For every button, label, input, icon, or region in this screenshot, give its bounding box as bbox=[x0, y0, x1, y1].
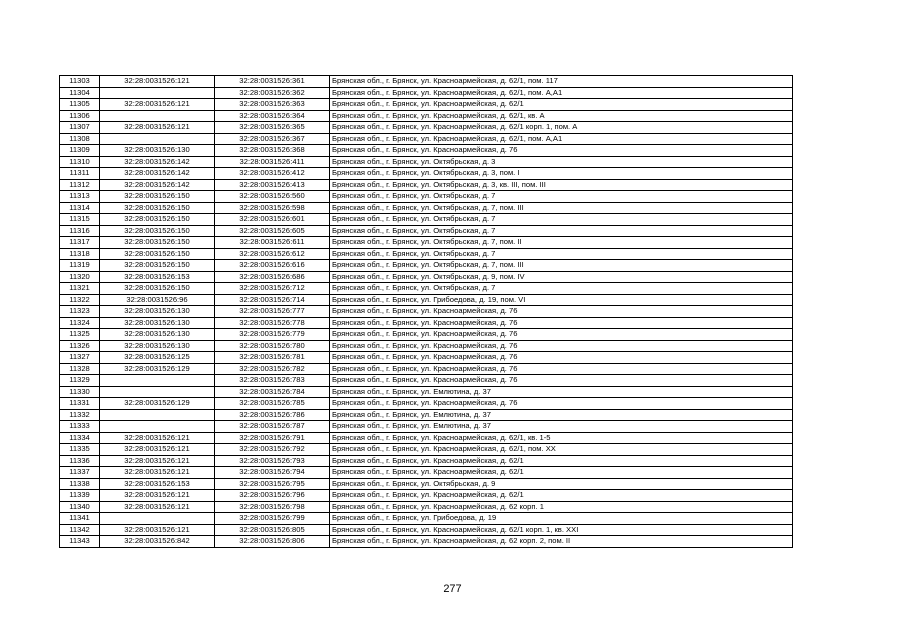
row-number-cell: 11324 bbox=[60, 317, 100, 329]
row-number-cell: 11303 bbox=[60, 76, 100, 88]
row-number-cell: 11317 bbox=[60, 237, 100, 249]
table-row bbox=[60, 214, 793, 226]
parent-cadastral-number-cell: 32:28:0031526:150 bbox=[100, 191, 215, 203]
address-cell: Брянская обл., г. Брянск, ул. Октябрьская, д. 7 bbox=[330, 214, 793, 226]
table-row bbox=[60, 191, 793, 203]
cadastral-number-cell: 32:28:0031526:780 bbox=[215, 340, 330, 352]
row-number-cell: 11305 bbox=[60, 99, 100, 111]
row-number-cell: 11318 bbox=[60, 248, 100, 260]
parent-cadastral-number-cell: 32:28:0031526:96 bbox=[100, 294, 215, 306]
row-number-cell: 11336 bbox=[60, 455, 100, 467]
parent-cadastral-number-cell: 32:28:0031526:142 bbox=[100, 179, 215, 191]
row-number-cell: 11332 bbox=[60, 409, 100, 421]
parent-cadastral-number-cell: 32:28:0031526:121 bbox=[100, 99, 215, 111]
parent-cadastral-number-cell: 32:28:0031526:121 bbox=[100, 444, 215, 456]
parent-cadastral-number-cell bbox=[100, 375, 215, 387]
address-cell: Брянская обл., г. Брянск, ул. Красноармейская, д. 76 bbox=[330, 317, 793, 329]
row-number-cell: 11304 bbox=[60, 87, 100, 99]
address-cell: Брянская обл., г. Брянск, ул. Красноармейская, д. 76 bbox=[330, 398, 793, 410]
address-cell: Брянская обл., г. Брянск, ул. Грибоедова, д. 19, пом. VI bbox=[330, 294, 793, 306]
address-cell: Брянская обл., г. Брянск, ул. Красноармейская, д. 62 корп. 1 bbox=[330, 501, 793, 513]
cadastral-number-cell: 32:28:0031526:712 bbox=[215, 283, 330, 295]
row-number-cell: 11337 bbox=[60, 467, 100, 479]
address-cell: Брянская обл., г. Брянск, ул. Емлютина, д. 37 bbox=[330, 386, 793, 398]
table-row bbox=[60, 271, 793, 283]
address-cell: Брянская обл., г. Брянск, ул. Красноармейская, д. 62/1, пом. 117 bbox=[330, 76, 793, 88]
registry-table bbox=[59, 75, 793, 548]
table-row bbox=[60, 122, 793, 134]
parent-cadastral-number-cell: 32:28:0031526:150 bbox=[100, 260, 215, 272]
parent-cadastral-number-cell: 32:28:0031526:130 bbox=[100, 145, 215, 157]
parent-cadastral-number-cell: 32:28:0031526:142 bbox=[100, 156, 215, 168]
parent-cadastral-number-cell bbox=[100, 421, 215, 433]
table-row bbox=[60, 409, 793, 421]
table-row bbox=[60, 76, 793, 88]
parent-cadastral-number-cell: 32:28:0031526:129 bbox=[100, 363, 215, 375]
row-number-cell: 11330 bbox=[60, 386, 100, 398]
parent-cadastral-number-cell bbox=[100, 409, 215, 421]
address-cell: Брянская обл., г. Брянск, ул. Октябрьская, д. 7 bbox=[330, 225, 793, 237]
parent-cadastral-number-cell: 32:28:0031526:153 bbox=[100, 478, 215, 490]
table-row bbox=[60, 283, 793, 295]
table-row bbox=[60, 386, 793, 398]
row-number-cell: 11310 bbox=[60, 156, 100, 168]
cadastral-number-cell: 32:28:0031526:777 bbox=[215, 306, 330, 318]
table-row bbox=[60, 110, 793, 122]
table-row bbox=[60, 145, 793, 157]
parent-cadastral-number-cell: 32:28:0031526:121 bbox=[100, 501, 215, 513]
table-row bbox=[60, 306, 793, 318]
cadastral-number-cell: 32:28:0031526:783 bbox=[215, 375, 330, 387]
address-cell: Брянская обл., г. Брянск, ул. Емлютина, д. 37 bbox=[330, 409, 793, 421]
row-number-cell: 11328 bbox=[60, 363, 100, 375]
cadastral-number-cell: 32:28:0031526:367 bbox=[215, 133, 330, 145]
parent-cadastral-number-cell: 32:28:0031526:842 bbox=[100, 536, 215, 548]
address-cell: Брянская обл., г. Брянск, ул. Октябрьская, д. 7 bbox=[330, 191, 793, 203]
table-row bbox=[60, 133, 793, 145]
table-row bbox=[60, 179, 793, 191]
address-cell: Брянская обл., г. Брянск, ул. Красноармейская, д. 76 bbox=[330, 329, 793, 341]
table-row bbox=[60, 202, 793, 214]
parent-cadastral-number-cell: 32:28:0031526:150 bbox=[100, 248, 215, 260]
address-cell: Брянская обл., г. Брянск, ул. Красноармейская, д. 62/1, пом. А,А1 bbox=[330, 87, 793, 99]
row-number-cell: 11338 bbox=[60, 478, 100, 490]
row-number-cell: 11314 bbox=[60, 202, 100, 214]
table-row bbox=[60, 260, 793, 272]
table-row bbox=[60, 513, 793, 525]
table-row bbox=[60, 168, 793, 180]
parent-cadastral-number-cell: 32:28:0031526:150 bbox=[100, 225, 215, 237]
cadastral-number-cell: 32:28:0031526:799 bbox=[215, 513, 330, 525]
address-cell: Брянская обл., г. Брянск, ул. Октябрьская, д. 9 bbox=[330, 478, 793, 490]
parent-cadastral-number-cell bbox=[100, 110, 215, 122]
table-row bbox=[60, 455, 793, 467]
cadastral-number-cell: 32:28:0031526:796 bbox=[215, 490, 330, 502]
table-row bbox=[60, 329, 793, 341]
row-number-cell: 11308 bbox=[60, 133, 100, 145]
parent-cadastral-number-cell: 32:28:0031526:130 bbox=[100, 329, 215, 341]
cadastral-number-cell: 32:28:0031526:362 bbox=[215, 87, 330, 99]
parent-cadastral-number-cell bbox=[100, 133, 215, 145]
cadastral-number-cell: 32:28:0031526:363 bbox=[215, 99, 330, 111]
address-cell: Брянская обл., г. Брянск, ул. Грибоедова, д. 19 bbox=[330, 513, 793, 525]
parent-cadastral-number-cell: 32:28:0031526:130 bbox=[100, 340, 215, 352]
address-cell: Брянская обл., г. Брянск, ул. Красноармейская, д. 76 bbox=[330, 352, 793, 364]
address-cell: Брянская обл., г. Брянск, ул. Красноармейская, д. 62/1 корп. 1, кв. XXI bbox=[330, 524, 793, 536]
row-number-cell: 11320 bbox=[60, 271, 100, 283]
parent-cadastral-number-cell: 32:28:0031526:150 bbox=[100, 214, 215, 226]
cadastral-number-cell: 32:28:0031526:787 bbox=[215, 421, 330, 433]
table-row bbox=[60, 501, 793, 513]
address-cell: Брянская обл., г. Брянск, ул. Красноармейская, д. 76 bbox=[330, 306, 793, 318]
row-number-cell: 11309 bbox=[60, 145, 100, 157]
parent-cadastral-number-cell: 32:28:0031526:129 bbox=[100, 398, 215, 410]
cadastral-number-cell: 32:28:0031526:779 bbox=[215, 329, 330, 341]
cadastral-number-cell: 32:28:0031526:413 bbox=[215, 179, 330, 191]
parent-cadastral-number-cell: 32:28:0031526:142 bbox=[100, 168, 215, 180]
cadastral-number-cell: 32:28:0031526:601 bbox=[215, 214, 330, 226]
address-cell: Брянская обл., г. Брянск, ул. Октябрьская, д. 3, кв. III, пом. III bbox=[330, 179, 793, 191]
cadastral-number-cell: 32:28:0031526:782 bbox=[215, 363, 330, 375]
parent-cadastral-number-cell: 32:28:0031526:150 bbox=[100, 237, 215, 249]
parent-cadastral-number-cell: 32:28:0031526:150 bbox=[100, 283, 215, 295]
table-row bbox=[60, 467, 793, 479]
row-number-cell: 11340 bbox=[60, 501, 100, 513]
row-number-cell: 11327 bbox=[60, 352, 100, 364]
address-cell: Брянская обл., г. Брянск, ул. Красноармейская, д. 62 корп. 2, пом. II bbox=[330, 536, 793, 548]
address-cell: Брянская обл., г. Брянск, ул. Красноармейская, д. 76 bbox=[330, 340, 793, 352]
row-number-cell: 11342 bbox=[60, 524, 100, 536]
table-row bbox=[60, 225, 793, 237]
table-row bbox=[60, 444, 793, 456]
row-number-cell: 11323 bbox=[60, 306, 100, 318]
row-number-cell: 11335 bbox=[60, 444, 100, 456]
cadastral-number-cell: 32:28:0031526:361 bbox=[215, 76, 330, 88]
address-cell: Брянская обл., г. Брянск, ул. Красноармейская, д. 76 bbox=[330, 145, 793, 157]
row-number-cell: 11333 bbox=[60, 421, 100, 433]
address-cell: Брянская обл., г. Брянск, ул. Октябрьская, д. 3 bbox=[330, 156, 793, 168]
cadastral-number-cell: 32:28:0031526:806 bbox=[215, 536, 330, 548]
parent-cadastral-number-cell bbox=[100, 386, 215, 398]
parent-cadastral-number-cell bbox=[100, 513, 215, 525]
parent-cadastral-number-cell: 32:28:0031526:121 bbox=[100, 490, 215, 502]
parent-cadastral-number-cell: 32:28:0031526:125 bbox=[100, 352, 215, 364]
table-row bbox=[60, 352, 793, 364]
cadastral-number-cell: 32:28:0031526:714 bbox=[215, 294, 330, 306]
address-cell: Брянская обл., г. Брянск, ул. Красноармейская, д. 62/1, пом. А,А1 bbox=[330, 133, 793, 145]
table-row bbox=[60, 478, 793, 490]
parent-cadastral-number-cell: 32:28:0031526:150 bbox=[100, 202, 215, 214]
address-cell: Брянская обл., г. Брянск, ул. Октябрьская, д. 9, пом. IV bbox=[330, 271, 793, 283]
cadastral-number-cell: 32:28:0031526:611 bbox=[215, 237, 330, 249]
row-number-cell: 11343 bbox=[60, 536, 100, 548]
table-row bbox=[60, 398, 793, 410]
cadastral-number-cell: 32:28:0031526:793 bbox=[215, 455, 330, 467]
row-number-cell: 11313 bbox=[60, 191, 100, 203]
table-row bbox=[60, 156, 793, 168]
parent-cadastral-number-cell: 32:28:0031526:121 bbox=[100, 455, 215, 467]
cadastral-number-cell: 32:28:0031526:781 bbox=[215, 352, 330, 364]
cadastral-number-cell: 32:28:0031526:598 bbox=[215, 202, 330, 214]
address-cell: Брянская обл., г. Брянск, ул. Емлютина, д. 37 bbox=[330, 421, 793, 433]
table-row bbox=[60, 490, 793, 502]
cadastral-number-cell: 32:28:0031526:365 bbox=[215, 122, 330, 134]
parent-cadastral-number-cell: 32:28:0031526:121 bbox=[100, 524, 215, 536]
row-number-cell: 11316 bbox=[60, 225, 100, 237]
address-cell: Брянская обл., г. Брянск, ул. Красноармейская, д. 62/1 bbox=[330, 99, 793, 111]
table-row bbox=[60, 294, 793, 306]
parent-cadastral-number-cell: 32:28:0031526:130 bbox=[100, 317, 215, 329]
table-row bbox=[60, 363, 793, 375]
row-number-cell: 11331 bbox=[60, 398, 100, 410]
page-number: 277 bbox=[443, 583, 462, 595]
cadastral-number-cell: 32:28:0031526:791 bbox=[215, 432, 330, 444]
row-number-cell: 11334 bbox=[60, 432, 100, 444]
parent-cadastral-number-cell: 32:28:0031526:121 bbox=[100, 467, 215, 479]
cadastral-number-cell: 32:28:0031526:412 bbox=[215, 168, 330, 180]
cadastral-number-cell: 32:28:0031526:794 bbox=[215, 467, 330, 479]
cadastral-number-cell: 32:28:0031526:795 bbox=[215, 478, 330, 490]
address-cell: Брянская обл., г. Брянск, ул. Красноармейская, д. 62/1, кв. 1-5 bbox=[330, 432, 793, 444]
parent-cadastral-number-cell: 32:28:0031526:121 bbox=[100, 432, 215, 444]
parent-cadastral-number-cell: 32:28:0031526:130 bbox=[100, 306, 215, 318]
address-cell: Брянская обл., г. Брянск, ул. Красноармейская, д. 62/1, пом. XX bbox=[330, 444, 793, 456]
cadastral-number-cell: 32:28:0031526:785 bbox=[215, 398, 330, 410]
row-number-cell: 11315 bbox=[60, 214, 100, 226]
cadastral-number-cell: 32:28:0031526:784 bbox=[215, 386, 330, 398]
row-number-cell: 11329 bbox=[60, 375, 100, 387]
parent-cadastral-number-cell: 32:28:0031526:121 bbox=[100, 122, 215, 134]
table-row bbox=[60, 340, 793, 352]
table-row bbox=[60, 421, 793, 433]
row-number-cell: 11311 bbox=[60, 168, 100, 180]
cadastral-number-cell: 32:28:0031526:364 bbox=[215, 110, 330, 122]
address-cell: Брянская обл., г. Брянск, ул. Красноармейская, д. 62/1, кв. А bbox=[330, 110, 793, 122]
row-number-cell: 11339 bbox=[60, 490, 100, 502]
row-number-cell: 11326 bbox=[60, 340, 100, 352]
table-row bbox=[60, 248, 793, 260]
cadastral-number-cell: 32:28:0031526:786 bbox=[215, 409, 330, 421]
row-number-cell: 11319 bbox=[60, 260, 100, 272]
cadastral-number-cell: 32:28:0031526:411 bbox=[215, 156, 330, 168]
row-number-cell: 11312 bbox=[60, 179, 100, 191]
cadastral-number-cell: 32:28:0031526:778 bbox=[215, 317, 330, 329]
cadastral-number-cell: 32:28:0031526:605 bbox=[215, 225, 330, 237]
registry-table-body bbox=[60, 76, 793, 548]
cadastral-number-cell: 32:28:0031526:612 bbox=[215, 248, 330, 260]
row-number-cell: 11306 bbox=[60, 110, 100, 122]
address-cell: Брянская обл., г. Брянск, ул. Красноармейская, д. 62/1 корп. 1, пом. А bbox=[330, 122, 793, 134]
table-row bbox=[60, 317, 793, 329]
table-row bbox=[60, 87, 793, 99]
row-number-cell: 11321 bbox=[60, 283, 100, 295]
address-cell: Брянская обл., г. Брянск, ул. Красноармейская, д. 62/1 bbox=[330, 467, 793, 479]
table-row bbox=[60, 237, 793, 249]
table-row bbox=[60, 99, 793, 111]
cadastral-number-cell: 32:28:0031526:792 bbox=[215, 444, 330, 456]
cadastral-number-cell: 32:28:0031526:368 bbox=[215, 145, 330, 157]
row-number-cell: 11307 bbox=[60, 122, 100, 134]
row-number-cell: 11322 bbox=[60, 294, 100, 306]
parent-cadastral-number-cell: 32:28:0031526:153 bbox=[100, 271, 215, 283]
table-row bbox=[60, 536, 793, 548]
address-cell: Брянская обл., г. Брянск, ул. Октябрьская, д. 7, пом. III bbox=[330, 202, 793, 214]
cadastral-number-cell: 32:28:0031526:616 bbox=[215, 260, 330, 272]
table-row bbox=[60, 375, 793, 387]
row-number-cell: 11341 bbox=[60, 513, 100, 525]
address-cell: Брянская обл., г. Брянск, ул. Октябрьская, д. 7, пом. III bbox=[330, 260, 793, 272]
address-cell: Брянская обл., г. Брянск, ул. Октябрьская, д. 7 bbox=[330, 248, 793, 260]
parent-cadastral-number-cell: 32:28:0031526:121 bbox=[100, 76, 215, 88]
cadastral-number-cell: 32:28:0031526:805 bbox=[215, 524, 330, 536]
address-cell: Брянская обл., г. Брянск, ул. Октябрьская, д. 7, пом. II bbox=[330, 237, 793, 249]
address-cell: Брянская обл., г. Брянск, ул. Октябрьская, д. 3, пом. I bbox=[330, 168, 793, 180]
parent-cadastral-number-cell bbox=[100, 87, 215, 99]
address-cell: Брянская обл., г. Брянск, ул. Красноармейская, д. 62/1 bbox=[330, 455, 793, 467]
cadastral-number-cell: 32:28:0031526:686 bbox=[215, 271, 330, 283]
address-cell: Брянская обл., г. Брянск, ул. Красноармейская, д. 62/1 bbox=[330, 490, 793, 502]
address-cell: Брянская обл., г. Брянск, ул. Октябрьская, д. 7 bbox=[330, 283, 793, 295]
address-cell: Брянская обл., г. Брянск, ул. Красноармейская, д. 76 bbox=[330, 375, 793, 387]
cadastral-number-cell: 32:28:0031526:560 bbox=[215, 191, 330, 203]
table-row bbox=[60, 524, 793, 536]
table-row bbox=[60, 432, 793, 444]
cadastral-number-cell: 32:28:0031526:798 bbox=[215, 501, 330, 513]
address-cell: Брянская обл., г. Брянск, ул. Красноармейская, д. 76 bbox=[330, 363, 793, 375]
row-number-cell: 11325 bbox=[60, 329, 100, 341]
